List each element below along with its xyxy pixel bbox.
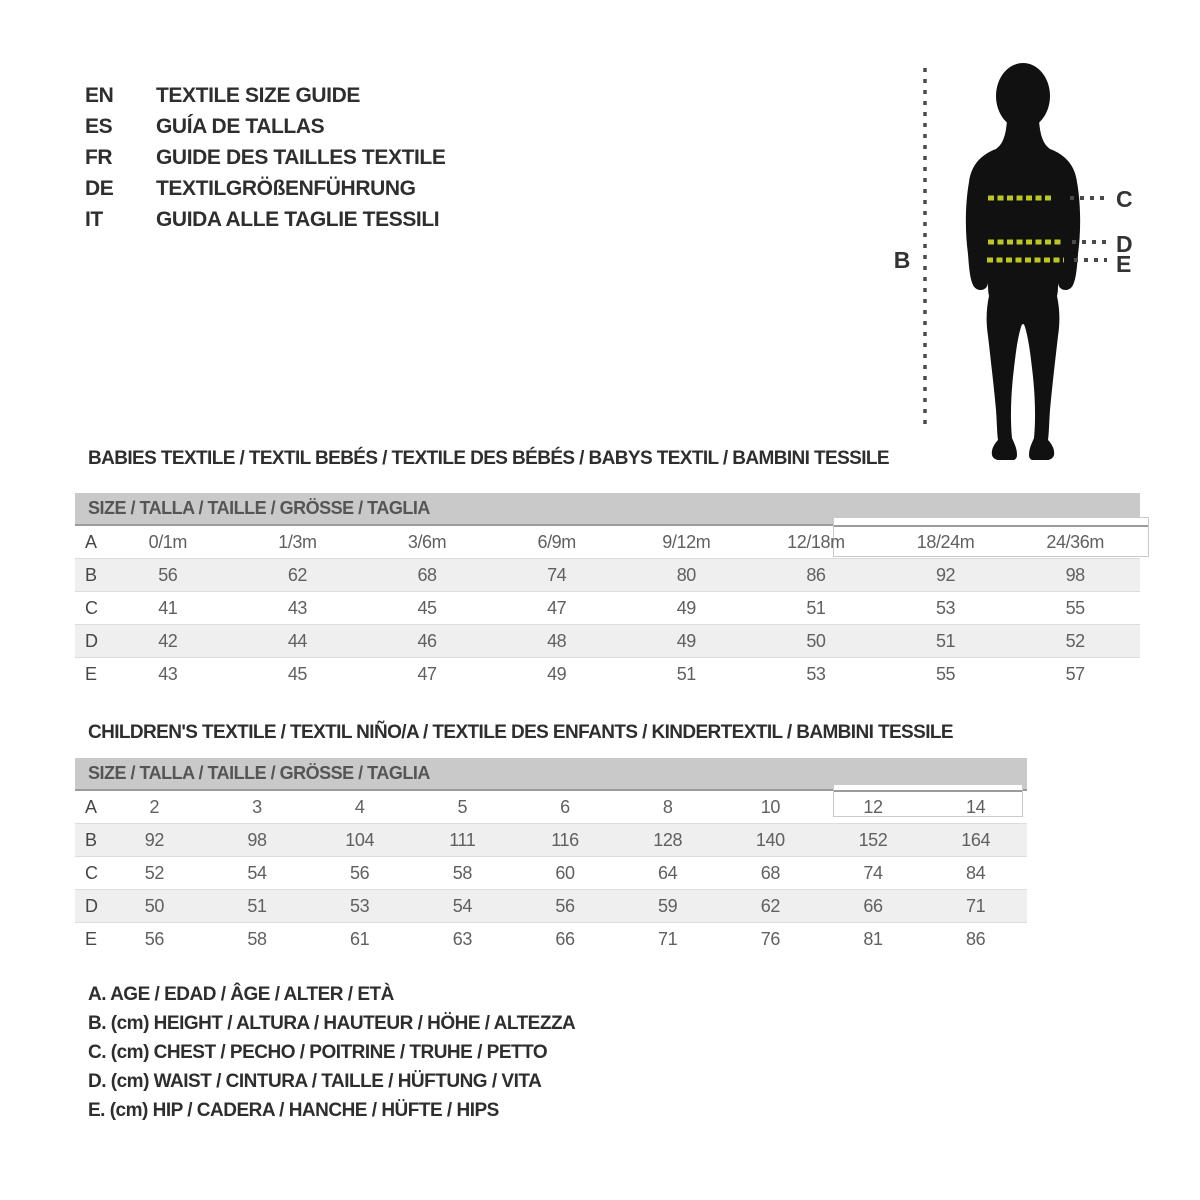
cell-value: 49 bbox=[676, 631, 696, 651]
row-label: C bbox=[85, 598, 98, 618]
cell-value: 92 bbox=[935, 565, 956, 585]
cell-value: 59 bbox=[658, 896, 678, 916]
table-row-B bbox=[75, 824, 1027, 857]
cell-value: 0/1m bbox=[148, 532, 188, 552]
row-label: D bbox=[85, 896, 98, 916]
cell-value: 51 bbox=[935, 631, 956, 651]
cell-value: 76 bbox=[760, 929, 780, 949]
height-label: B bbox=[893, 247, 910, 273]
language-row bbox=[85, 142, 445, 173]
row-label: C bbox=[85, 863, 98, 883]
cell-value: 50 bbox=[144, 896, 164, 916]
language-code: IT bbox=[85, 208, 103, 231]
table-row-A bbox=[75, 526, 1140, 559]
cell-value: 62 bbox=[760, 896, 780, 916]
cell-value: 56 bbox=[555, 896, 575, 916]
child-silhouette bbox=[966, 63, 1080, 460]
legend-line-chest: C. (cm) CHEST / PECHO / POITRINE / TRUHE / PETTO bbox=[88, 1042, 548, 1063]
cell-value: 45 bbox=[287, 664, 308, 684]
cell-value: 104 bbox=[345, 830, 375, 850]
cell-value: 152 bbox=[858, 830, 888, 850]
cell-value: 66 bbox=[863, 896, 883, 916]
language-title: TEXTILE SIZE GUIDE bbox=[156, 84, 360, 107]
measurement-legend bbox=[88, 980, 575, 1125]
cell-value: 55 bbox=[1065, 598, 1085, 618]
cell-value: 4 bbox=[354, 797, 365, 817]
language-code: FR bbox=[85, 146, 113, 169]
cell-value: 164 bbox=[961, 830, 991, 850]
language-code: EN bbox=[85, 84, 114, 107]
cell-value: 84 bbox=[966, 863, 986, 883]
cell-value: 92 bbox=[144, 830, 164, 850]
language-title: GUIDE DES TAILLES TEXTILE bbox=[156, 146, 446, 169]
cell-value: 49 bbox=[676, 598, 696, 618]
cell-value: 71 bbox=[658, 929, 678, 949]
cell-value: 43 bbox=[287, 598, 308, 618]
cell-value: 18/24m bbox=[916, 532, 975, 552]
cell-value: 56 bbox=[144, 929, 164, 949]
cell-value: 12 bbox=[863, 797, 883, 817]
row-label: B bbox=[85, 830, 97, 850]
cell-value: 58 bbox=[247, 929, 267, 949]
children-size-table bbox=[75, 758, 1027, 956]
language-code: DE bbox=[85, 177, 114, 200]
cell-value: 68 bbox=[760, 863, 780, 883]
cell-value: 51 bbox=[806, 598, 826, 618]
cell-value: 62 bbox=[287, 565, 308, 585]
row-label: A bbox=[85, 797, 97, 817]
cell-value: 47 bbox=[547, 598, 567, 618]
table-row-E bbox=[75, 658, 1140, 691]
cell-value: 24/36m bbox=[1046, 532, 1104, 552]
cell-value: 68 bbox=[417, 565, 437, 585]
cell-value: 2 bbox=[149, 797, 160, 817]
cell-value: 5 bbox=[457, 797, 468, 817]
cell-value: 63 bbox=[452, 929, 472, 949]
language-row bbox=[85, 204, 445, 235]
cell-value: 54 bbox=[452, 896, 472, 916]
cell-value: 51 bbox=[676, 664, 696, 684]
cell-value: 53 bbox=[350, 896, 370, 916]
hip-label: E bbox=[1116, 251, 1131, 277]
row-label: E bbox=[85, 929, 97, 949]
babies-section-title: BABIES TEXTILE / TEXTIL BEBÉS / TEXTILE DES BÉBÉS / BABYS TEXTIL / BAMBINI TESSILE bbox=[88, 448, 889, 469]
row-label: E bbox=[85, 664, 97, 684]
table-row-A bbox=[75, 791, 1027, 824]
cell-value: 43 bbox=[158, 664, 178, 684]
language-title: GUÍA DE TALLAS bbox=[156, 115, 325, 138]
cell-value: 52 bbox=[1065, 631, 1085, 651]
cell-value: 9/12m bbox=[662, 532, 711, 552]
cell-value: 1/3m bbox=[278, 532, 317, 552]
cell-value: 66 bbox=[555, 929, 575, 949]
children-section-title: CHILDREN'S TEXTILE / TEXTIL NIÑO/A / TEXTILE DES ENFANTS / KINDERTEXTIL / BAMBINI TESSILE bbox=[88, 722, 953, 743]
cell-value: 3/6m bbox=[407, 532, 447, 552]
table-header-label: SIZE / TALLA / TAILLE / GRÖSSE / TAGLIA bbox=[88, 763, 430, 783]
babies-size-table bbox=[75, 493, 1140, 691]
cell-value: 116 bbox=[551, 830, 579, 850]
cell-value: 81 bbox=[863, 929, 883, 949]
table-row-C bbox=[75, 592, 1140, 625]
cell-value: 128 bbox=[653, 830, 683, 850]
cell-value: 48 bbox=[547, 631, 567, 651]
cell-value: 56 bbox=[158, 565, 178, 585]
table-row-D bbox=[75, 890, 1027, 923]
cell-value: 53 bbox=[935, 598, 956, 618]
cell-value: 45 bbox=[417, 598, 437, 618]
cell-value: 49 bbox=[547, 664, 567, 684]
legend-line-waist: D. (cm) WAIST / CINTURA / TAILLE / HÜFTUNG / VITA bbox=[88, 1071, 542, 1092]
cell-value: 51 bbox=[247, 896, 267, 916]
cell-value: 86 bbox=[966, 929, 986, 949]
cell-value: 53 bbox=[806, 664, 826, 684]
legend-line-height: B. (cm) HEIGHT / ALTURA / HAUTEUR / HÖHE / ALTEZZA bbox=[88, 1013, 576, 1034]
cell-value: 42 bbox=[158, 631, 178, 651]
cell-value: 64 bbox=[658, 863, 678, 883]
table-row-C bbox=[75, 857, 1027, 890]
cell-value: 56 bbox=[350, 863, 370, 883]
cell-value: 46 bbox=[417, 631, 437, 651]
cell-value: 61 bbox=[350, 929, 370, 949]
child-measurement-figure bbox=[860, 40, 1200, 460]
cell-value: 50 bbox=[806, 631, 826, 651]
waist-label: D bbox=[1116, 231, 1133, 257]
cell-value: 8 bbox=[662, 797, 673, 817]
cell-value: 111 bbox=[449, 830, 476, 850]
cell-value: 74 bbox=[547, 565, 567, 585]
cell-value: 55 bbox=[935, 664, 956, 684]
cell-value: 3 bbox=[252, 797, 262, 817]
cell-value: 71 bbox=[966, 896, 986, 916]
cell-value: 41 bbox=[158, 598, 178, 618]
language-row bbox=[85, 80, 445, 111]
language-row bbox=[85, 111, 445, 142]
cell-value: 12/18m bbox=[787, 532, 845, 552]
table-row-E bbox=[75, 923, 1027, 956]
cell-value: 14 bbox=[966, 797, 986, 817]
language-title: GUIDA ALLE TAGLIE TESSILI bbox=[156, 208, 440, 231]
row-label: A bbox=[85, 532, 97, 552]
cell-value: 47 bbox=[417, 664, 437, 684]
cell-value: 10 bbox=[760, 797, 780, 817]
cell-value: 54 bbox=[247, 863, 267, 883]
cell-value: 44 bbox=[287, 631, 308, 651]
legend-line-hip: E. (cm) HIP / CADERA / HANCHE / HÜFTE / HIPS bbox=[88, 1100, 499, 1121]
cell-value: 74 bbox=[863, 863, 883, 883]
cell-value: 98 bbox=[1065, 565, 1085, 585]
table-row-D bbox=[75, 625, 1140, 658]
cell-value: 52 bbox=[144, 863, 164, 883]
cell-value: 86 bbox=[806, 565, 826, 585]
row-label: D bbox=[85, 631, 98, 651]
cell-value: 60 bbox=[555, 863, 575, 883]
cell-value: 6 bbox=[560, 797, 570, 817]
cell-value: 140 bbox=[755, 830, 785, 850]
language-code: ES bbox=[85, 115, 113, 138]
cell-value: 98 bbox=[247, 830, 267, 850]
cell-value: 57 bbox=[1065, 664, 1085, 684]
row-label: B bbox=[85, 565, 97, 585]
language-row bbox=[85, 173, 445, 204]
cell-value: 58 bbox=[452, 863, 472, 883]
language-title: TEXTILGRÖßENFÜHRUNG bbox=[156, 177, 416, 200]
chest-label: C bbox=[1116, 186, 1133, 212]
legend-line-age: A. AGE / EDAD / ÂGE / ALTER / ETÀ bbox=[88, 984, 394, 1005]
cell-value: 80 bbox=[676, 565, 696, 585]
table-row-B bbox=[75, 559, 1140, 592]
cell-value: 6/9m bbox=[537, 532, 576, 552]
table-header-label: SIZE / TALLA / TAILLE / GRÖSSE / TAGLIA bbox=[88, 498, 430, 518]
language-header bbox=[85, 80, 445, 235]
